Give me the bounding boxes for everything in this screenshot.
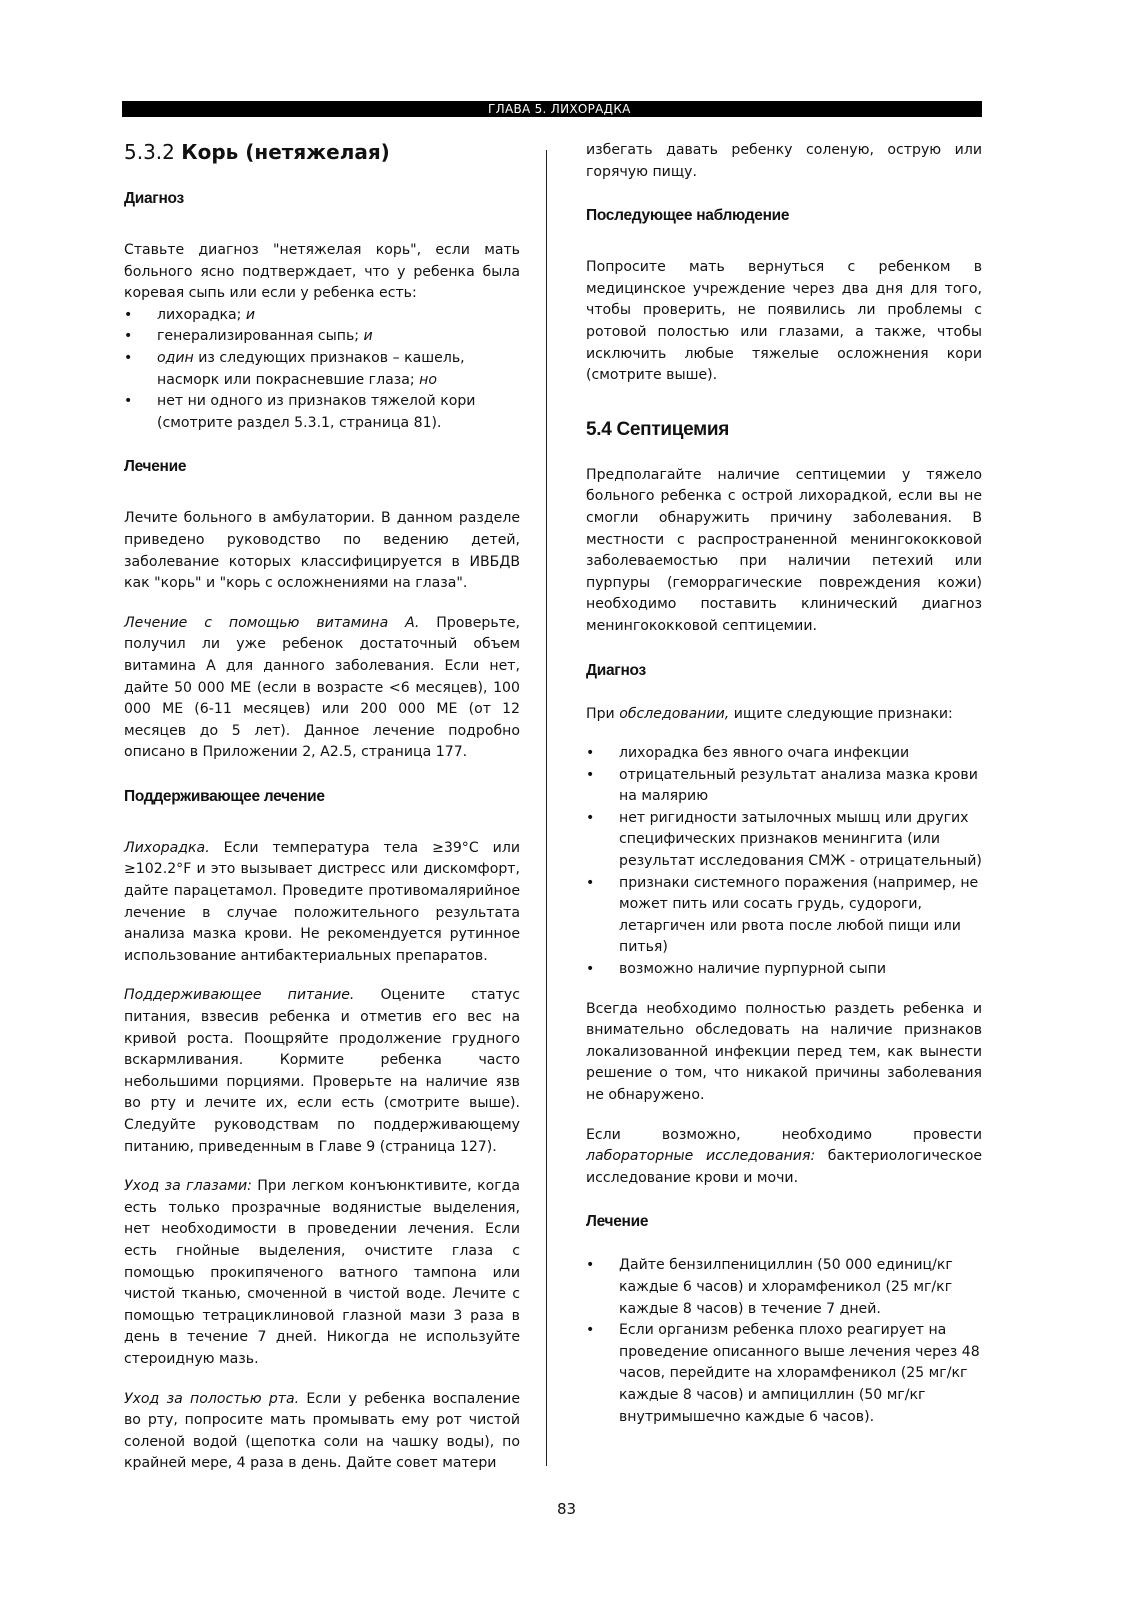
list-item: • лихорадка без явного очага инфекции bbox=[586, 743, 982, 765]
list-item: • отрицательный результат анализа мазка крови на малярию bbox=[586, 765, 982, 808]
sepsis-signs-list bbox=[586, 743, 982, 981]
heading-treatment-sepsis: Лечение bbox=[586, 1213, 649, 1231]
section-number: 5.3.2 bbox=[124, 140, 175, 164]
left-column bbox=[124, 134, 520, 1475]
list-item: • нет ригидности затылочных мышц или других специфических признаков менингита (или результат исследования СМЖ - отрицательный) bbox=[586, 808, 982, 873]
diagnosis-criteria-list bbox=[124, 305, 520, 435]
list-item: • возможно наличие пурпурной сыпи bbox=[586, 959, 982, 981]
list-item: • лихорадка; и bbox=[124, 305, 520, 327]
septicemia-paragraph: Предполагайте наличие септицемии у тяжело больного ребенка с острой лихорадкой, если вы не смогли обнаружить причину заболевания. В местности с распространенной менингококковой заболеваемостью при наличии петехий или пурпуры (геморрагические повреждения кожи) необходимо поставить клинический диагноз менингококковой септицемии. bbox=[586, 466, 982, 634]
list-item: • нет ни одного из признаков тяжелой кори (смотрите раздел 5.3.1, страница 81). bbox=[124, 391, 520, 434]
lab-paragraph: Если возможно, необходимо провести лабораторные исследования: бактериологическое исследование крови и мочи. bbox=[586, 1126, 982, 1186]
chapter-header-bar bbox=[122, 101, 982, 117]
eye-care-paragraph: Уход за глазами: При легком конъюнктивите, когда есть только прозрачные водянистые выделения, нет необходимости в проведении лечения. Если есть гнойные выделения, очистите глаза с помощью прокипяченого ватного тампона или чистой тканью, смоченной в чистой воде. Лечите с помощью тетрациклиновой глазной мази 3 раза в день в течение 7 дней. Никогда не используйте стероидную мазь. bbox=[124, 1178, 521, 1367]
list-item: • Если организм ребенка плохо реагирует на проведение описанного выше лечения через 48 часов, перейдите на хлорамфеникол (25 мг/кг каждые 8 часов) и ампициллин (50 мг/кг внутримышечно каждые 6 часов). bbox=[586, 1320, 982, 1428]
heading-treatment: Лечение bbox=[124, 458, 187, 476]
follow-up-paragraph: Попросите мать вернуться с ребенком в медицинское учреждение через два дня для того, чтобы проверить, не появились ли проблемы с ротовой полостью или глазами, а также, чтобы исключить любые тяжелые осложнения кори (смотрите выше). bbox=[586, 259, 982, 384]
diagnosis-paragraph: Ставьте диагноз "нетяжелая корь", если мать больного ясно подтверждает, что у ребенка была коревая сыпь или если у ребенка есть: bbox=[124, 242, 520, 302]
nutrition-paragraph: Поддерживающее питание. Оцените статус питания, взвесив ребенка и отметив его вес на кривой роста. Поощряйте продолжение грудного вскармливания. Кормите ребенка часто небольшими порциями. Проверьте на наличие язв во рту и лечите их, если есть (смотрите выше). Следуйте руководствам по поддерживающему питанию, приведенным в Главе 9 (страница 127). bbox=[124, 987, 520, 1155]
column-divider bbox=[546, 150, 547, 1466]
list-item: • признаки системного поражения (например, не может пить или сосать грудь, судороги, летаргичен или рвота после любой пищи или питья) bbox=[586, 873, 982, 959]
heading-diagnosis-sepsis: Диагноз bbox=[586, 661, 646, 679]
fever-paragraph: Лихорадка. Если температура тела ≥39°C или ≥102.2°F и это вызывает дистресс или дискомфорт, дайте парацетамол. Проведите противомалярийное лечение в случае положительного результата анализа мазка крови. Не рекомендуется рутинное использование антибактериальных препаратов. bbox=[124, 839, 520, 964]
right-column bbox=[586, 134, 982, 1428]
exam-paragraph: При обследовании, ищите следующие признаки: bbox=[586, 705, 953, 722]
section-title-septicemia: 5.4 Септицемия bbox=[586, 418, 730, 440]
chapter-title: ГЛАВА 5. ЛИХОРАДКА bbox=[488, 102, 631, 116]
heading-diagnosis: Диагноз bbox=[124, 190, 184, 207]
list-item: • генерализированная сыпь; и bbox=[124, 326, 520, 348]
examination-note-paragraph: Всегда необходимо полностью раздеть ребенка и внимательно обследовать на наличие признаков локализованной инфекции перед тем, как вынести решение о том, что никакой причины заболевания не обнаружено. bbox=[586, 1000, 982, 1103]
heading-follow-up: Последующее наблюдение bbox=[586, 207, 790, 225]
page-number: 83 bbox=[556, 1500, 577, 1518]
vitamin-a-paragraph: Лечение с помощью витамина А. Проверьте, получил ли уже ребенок достаточный объем витамина А для данного заболевания. Если нет, дайте 50 000 МЕ (если в возрасте <6 месяцев), 100 000 МЕ (6-11 месяцев) или 200 000 МЕ (от 12 месяцев до 5 лет). Данное лечение подробно описано в Приложении 2, А2.5, страница 177. bbox=[124, 614, 520, 761]
list-item: • один из следующих признаков – кашель, насморк или покрасневшие глаза; но bbox=[124, 348, 520, 391]
continued-paragraph: избегать давать ребенку соленую, острую или горячую пищу. bbox=[586, 142, 982, 180]
section-title-text: Корь (нетяжелая) bbox=[181, 140, 390, 164]
mouth-care-paragraph: Уход за полостью рта. Если у ребенка воспаление во рту, попросите мать промывать ему рот чистой соленой водой (щепотка соли на чашку воды), по крайней мере, 4 раза в день. Дайте совет матери bbox=[124, 1390, 520, 1472]
heading-supportive-care: Поддерживающее лечение bbox=[124, 787, 325, 805]
sepsis-treatment-list bbox=[586, 1255, 982, 1428]
section-title-measles bbox=[124, 138, 520, 166]
list-item: • Дайте бензилпенициллин (50 000 единиц/кг каждые 6 часов) и хлорамфеникол (25 мг/кг каждые 8 часов) в течение 7 дней. bbox=[586, 1255, 982, 1320]
treatment-paragraph: Лечите больного в амбулатории. В данном разделе приведено руководство по ведению детей, заболевание которых классифицируется в ИВБДВ как "корь" и "корь с осложнениями на глаза". bbox=[124, 510, 520, 592]
